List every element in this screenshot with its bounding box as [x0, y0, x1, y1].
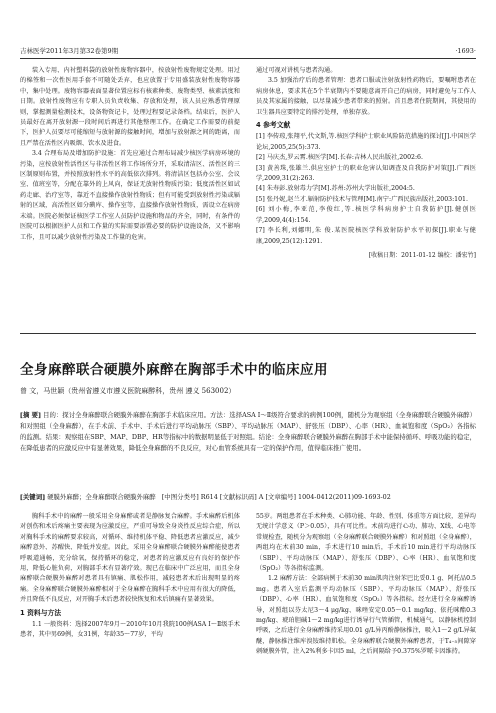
received-date: [收稿日期：2011-01-12 编校：潘宏竹] [368, 251, 476, 259]
reference: [7] 李长利,刘娜明,朱 俊.某医院核医学科放射防护水平初探[J].职业与健康,2009,25(12):1291. [256, 227, 476, 245]
page-number: ·1693· [455, 47, 476, 55]
keywords-text: 硬膜外麻醉；全身麻醉联合硬膜外麻醉 [47, 493, 156, 501]
abstract [20, 410, 476, 488]
paragraph: 3.5 加强治疗后的患者管理：患者口服或注射放射性药物后，要嘱咐患者在病房休息，要求其在5个半衰期内不要随意离开自己的病房，同时避免与工作人员及其家属的接触，以尽量减少患者带来的照射。首且患者住院期间，其使用的卫生器具应要特定的排污处理，单独存放。 [256, 77, 476, 116]
classification: [中图分类号] R614 [文献标识码] A [文章编号] 1004-0412(2011)09-1693-02 [161, 493, 391, 501]
paragraph: 3.4 合理布局及增加防护设施：首先应通过合理布局减少核医学病房环境的污染，应按放射性活性区与非活性区将工作场所分开，采取清洁区、活性区的三区制原则布置，并按照放射性水平的高低依次排列。将清洁区包括办公室、会议室、值班室等，分配在靠外的上风向，保证无放射性物质污染；低度活性区如试药走廊、治疗室等，靠近不直接操作放射性物质；但有可能受到放射性污染或辐射的区域，高活性区如分碘库、操作室等，直接操作放射性物质，需设立在病房末端。医院必须保证核医学工作室人员防护设施和物品的齐全，同时，有条件的医院可以根据医护人员和工作量的实际需要添置必要的防护设施设备，又不影响工作，且可以减少放射性污染及工作量的危害。 [20, 150, 240, 241]
top-left-column [20, 66, 240, 321]
abstract-label: [摘 要] [20, 411, 41, 419]
paragraph: 1.2 麻醉方法：全部病例于术前30 min肌肉注射苯巴比妥0.1 g、阿托品0.5 mg。患者入室后监测平均动脉压（SBP）、平均动脉压（MAP）、舒张压（DBP）、心率（HR）、血氧饱和度（SpO₂）等各指标。经左进行全身麻醉诱导，对照组以芬太尼3～4 μg/kg、咪唑安定0.05～0.1 mg/kg、依托咪酯0.3 mg/kg、琥珀胆碱1～2 mg/kg进行诱导行气管插管，机械通气，以静脉机控制呼吸，之后进行全身麻醉维持采用0.01 g/L异丙酚静脉推注，吸入1～2 g/L异氟醚，静脉推注维库溴铵维持肌松。全身麻醉联合硬膜外麻醉患者，于T₄₋₅间隙穿刺硬膜外管，注入2%利多卡因5 ml，之后间隔给予0.375%罗哌卡因维持。 [256, 575, 476, 656]
abstract-text: 目的：探讨全身麻醉联合硬膜外麻醉在胸部手术临床应用。方法：选择ASA Ⅰ～Ⅱ级符合要求的病例100例，随机分为观察组（全身麻醉联合硬膜外麻醉）和对照组（全身麻醉），在手术前、手术中、手术后进行平均动脉压（SBP）、平均动脉压（MAP）、舒张压（DBP）、心率（HR）、血氧饱和度（SpO₂）各指标的监测。结果：观察组在SBP、MAP、DBP、HR等指标中的数据明显低于对照组。结论：全身麻醉联合硬膜外麻醉在胸部手术中能保持循环、呼吸功能的稳定，在降低患者的应激反应中有显著效果，降低全身麻醉的不良反应，对心血管系统具有一定的保护作用，值得临床推广使用。 [20, 411, 476, 452]
paragraph: 通过可视对讲机与患者沟通。 [256, 67, 337, 74]
reference: [3] 黄善珠,张雄兰.供应室护士的职业危害认知调查及自我防护对策[J].广西医学,2009,31(2):263. [256, 164, 476, 183]
article-title: 全身麻醉联合硬膜外麻醉在胸部手术中的临床应用 [20, 362, 328, 378]
page-header [20, 44, 476, 59]
body-left-column [20, 512, 240, 707]
reference: [5] 张丹妮,赵兰才.辐射防护技术与管理[M].南宁:广西民族出版社,2003:101. [256, 195, 468, 203]
section-heading: 1 资料与方法 [20, 608, 62, 617]
reference: [6] 刘小梅,李亚范,李俊红,等.核医学科病房护士自我防护[J].健创医学,2009,4(4):154. [256, 206, 476, 224]
top-right-column [256, 66, 476, 331]
keywords [20, 492, 476, 501]
reference: [2] 马庆杰,罗云霄.核医学[M].长春:吉林人民出版社,2002:6. [256, 154, 423, 162]
reference: [1] 李传琼,张翔平,代文斯,等.核医学科护士职业风险防范措施的探讨[J].中国医学论坛,2005,25(5):373. [256, 133, 476, 151]
paragraph: 装入专用、内衬塑料袋的放射性废物容器中，按放射性废物规定处理。用过的棉签和一次性医用手套不可随处丢弃，也应放置于专用盛装放射性废物容器中，集中处理。废物容器表面显著位置应标有核素种类、废物类型、核素活度和日期。放射性废物应有专职人员负责收集、存放和处理，该人员应熟悉管理原则，掌握测量检测技术，设备物资记卡，处理过程要记录备档。结束后，医护人员最好在离开放射源一段时间后再进行其他整理工作。在确定工作需要的前提下，医护人员要尽可能缩短与放射源的接触时间，增加与放射源之间的距离，而且严禁在活性区内吸烟、饮水及进食。 [20, 67, 240, 147]
reference: [4] 朱寿彭.放射毒力学[M].苏州:苏州大学出版社,2004:5. [256, 185, 415, 193]
paragraph: 1.1 一般资料：选择2007年9月～2010年10月我院100例ASA Ⅰ～Ⅱ级手术患者，其中男69例，女31例，年龄35～77岁，平均 [20, 621, 240, 639]
paragraph: 55岁。两组患者在手术种类、心肺功能、年龄、性别、体重等方面比较，差异均无统计学意义（P＞0.05），具有可比性。术前均进行心功、肺功、X线、心电等常规检查，随机分为观察组（全身麻醉联合硬膜外麻醉）和对照组（全身麻醉），两组均在术前30 min，手术进行10 min后，手术后10 min进行平均动脉压（SBP）、平均动脉压（MAP）、舒张压（DBP）、心率（HR）、血氧饱和度（SpO₂）等各指标监测。 [256, 513, 476, 573]
journal-info: 吉林医学2011年3月第32卷第9期 [20, 47, 119, 55]
section-divider [20, 333, 476, 334]
references-heading: 4 参考文献 [256, 121, 291, 130]
paragraph: 胸科手术中的麻醉一般采用全身麻醉或者是静脉复合麻醉。手术麻醉后机体对创伤和术后疼痛主要表现为应激反应，严重可导致全身炎性反应综合症，所以对胸科手术的麻醉要求较高，对循环、维持机体平稳、降低患者应激反应，减少麻醉意外、苏醒快、降低并发症。因此，采用全身麻醉联合硬膜外麻醉能使患者呼吸道通畅，充分给氧，保持循环的稳定，对患者的应激反应有良好的保护作用，降低心脏负荷，对胸部手术有显著疗效。现已在临床中广泛应用，而且全身麻醉联合硬膜外麻醉对患者具有镇痛、肌松作用，减轻患者术后出现明显的疼痛。全身麻醉联合硬膜外麻醉相对于全身麻醉在胸科手术中应用有很大的降低，并且降低不良反应，对开胸手术后患者较快恢复和术后镇痛有显著效果。 [20, 513, 240, 604]
article-authors: 曾 文，马世颖（贵州省遵义市遵义医院麻醉科，贵州 遵义 563002） [20, 387, 236, 395]
keywords-label: [关键词] [20, 493, 46, 501]
body-right-column [256, 512, 476, 707]
